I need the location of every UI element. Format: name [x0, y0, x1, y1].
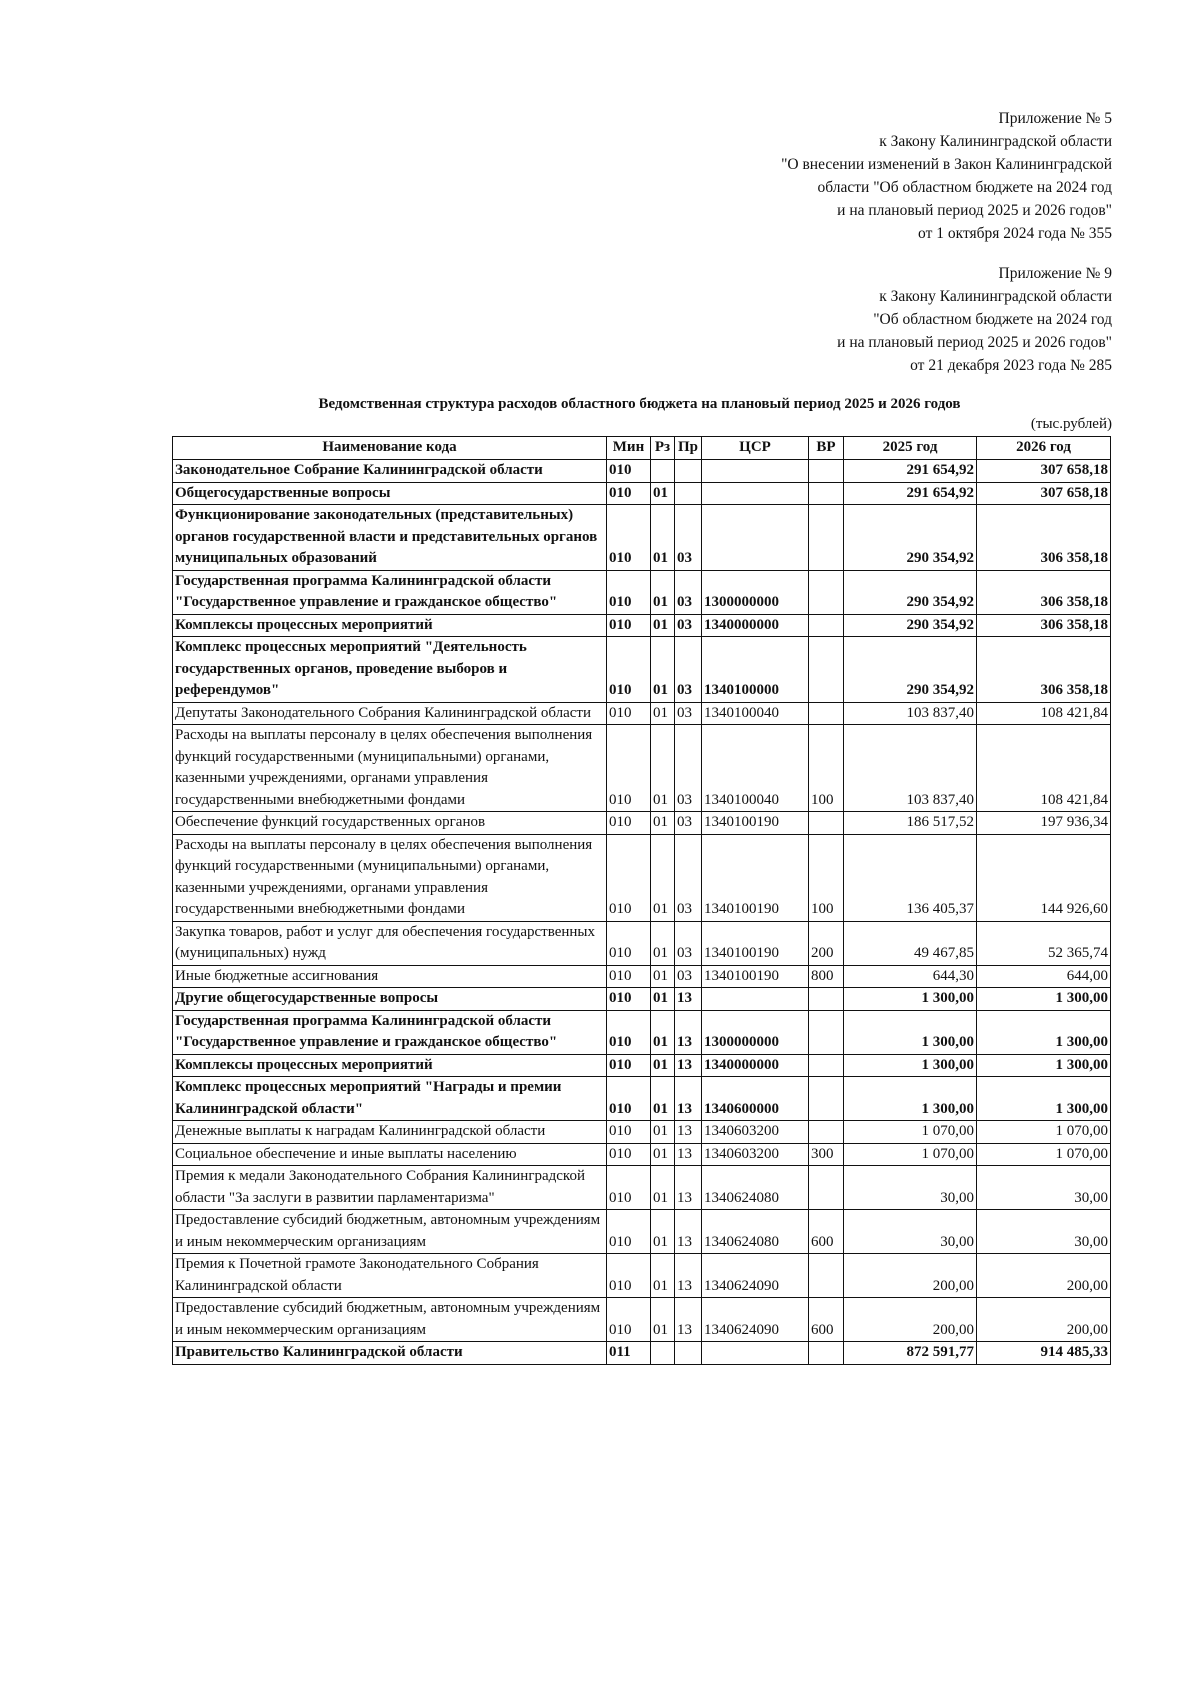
cell-csr: 1340624090: [702, 1298, 809, 1342]
cell-rz: 01: [651, 812, 675, 835]
cell-vr: [809, 1077, 844, 1121]
table-row: [173, 1254, 1111, 1298]
cell-2026: 197 936,34: [977, 812, 1111, 835]
table-row: [173, 921, 1111, 965]
cell-min: 010: [607, 725, 651, 812]
cell-min: 010: [607, 702, 651, 725]
table-row: [173, 965, 1111, 988]
cell-csr: 1340100190: [702, 834, 809, 921]
cell-pr: 03: [675, 834, 702, 921]
cell-2026: 306 358,18: [977, 570, 1111, 614]
cell-2025: 1 300,00: [844, 1077, 977, 1121]
table-row: [173, 1010, 1111, 1054]
table-row: [173, 1166, 1111, 1210]
cell-2026: 307 658,18: [977, 482, 1111, 505]
cell-min: 010: [607, 1143, 651, 1166]
cell-min: 011: [607, 1342, 651, 1365]
cell-rz: 01: [651, 1054, 675, 1077]
cell-csr: 1340624090: [702, 1254, 809, 1298]
cell-vr: 800: [809, 965, 844, 988]
cell-name: Государственная программа Калининградской области "Государственное управление и гражданское общество": [173, 570, 607, 614]
cell-2025: 1 070,00: [844, 1121, 977, 1144]
cell-csr: 1340100190: [702, 812, 809, 835]
cell-vr: [809, 1010, 844, 1054]
cell-2025: 872 591,77: [844, 1342, 977, 1365]
table-row: [173, 725, 1111, 812]
cell-min: 010: [607, 921, 651, 965]
cell-name: Социальное обеспечение и иные выплаты населению: [173, 1143, 607, 1166]
annex-current-line: Приложение № 5: [998, 110, 1112, 127]
cell-pr: 13: [675, 1298, 702, 1342]
cell-pr: 13: [675, 1210, 702, 1254]
cell-vr: [809, 1121, 844, 1144]
annex-current-line: "О внесении изменений в Закон Калининградской: [781, 156, 1112, 173]
cell-2026: 1 300,00: [977, 1077, 1111, 1121]
table-row: [173, 1054, 1111, 1077]
cell-2025: 291 654,92: [844, 460, 977, 483]
cell-rz: [651, 460, 675, 483]
cell-rz: 01: [651, 570, 675, 614]
cell-name: Функционирование законодательных (представительных) органов государственной власти и представительных органов муниципальных образований: [173, 505, 607, 571]
cell-csr: 1340100190: [702, 965, 809, 988]
cell-csr: 1340100000: [702, 637, 809, 703]
cell-2025: 103 837,40: [844, 702, 977, 725]
cell-name: Денежные выплаты к наградам Калининградской области: [173, 1121, 607, 1144]
cell-pr: 13: [675, 1010, 702, 1054]
cell-name: Предоставление субсидий бюджетным, автономным учреждениям и иным некоммерческим организациям: [173, 1298, 607, 1342]
cell-pr: 03: [675, 921, 702, 965]
header-2026: 2026 год: [977, 437, 1111, 460]
cell-min: 010: [607, 812, 651, 835]
cell-min: 010: [607, 1010, 651, 1054]
cell-csr: 1340624080: [702, 1210, 809, 1254]
cell-rz: 01: [651, 505, 675, 571]
cell-rz: 01: [651, 482, 675, 505]
cell-min: 010: [607, 1077, 651, 1121]
cell-csr: 1340603200: [702, 1121, 809, 1144]
cell-rz: 01: [651, 637, 675, 703]
cell-2025: 1 300,00: [844, 1054, 977, 1077]
cell-rz: 01: [651, 1298, 675, 1342]
cell-csr: 1300000000: [702, 570, 809, 614]
table-row: [173, 812, 1111, 835]
cell-vr: 300: [809, 1143, 844, 1166]
cell-pr: [675, 482, 702, 505]
document-title: Ведомственная структура расходов областного бюджета на плановый период 2025 и 2026 годов: [318, 396, 961, 412]
cell-pr: 03: [675, 812, 702, 835]
header-csr: ЦСР: [702, 437, 809, 460]
cell-min: 010: [607, 1254, 651, 1298]
annex-current-line: к Закону Калининградской области: [879, 133, 1112, 150]
annex-original-line: к Закону Калининградской области: [879, 288, 1112, 305]
annex-original-line: "Об областном бюджете на 2024 год: [873, 311, 1112, 328]
cell-min: 010: [607, 1210, 651, 1254]
cell-rz: 01: [651, 988, 675, 1011]
cell-vr: [809, 460, 844, 483]
cell-2025: 290 354,92: [844, 637, 977, 703]
cell-min: 010: [607, 834, 651, 921]
cell-rz: 01: [651, 1166, 675, 1210]
cell-vr: [809, 988, 844, 1011]
cell-2025: 644,30: [844, 965, 977, 988]
cell-csr: [702, 1342, 809, 1365]
cell-pr: 13: [675, 1054, 702, 1077]
cell-2026: 30,00: [977, 1210, 1111, 1254]
table-row: [173, 834, 1111, 921]
table-row: [173, 482, 1111, 505]
cell-rz: 01: [651, 725, 675, 812]
cell-pr: 03: [675, 614, 702, 637]
cell-2025: 290 354,92: [844, 505, 977, 571]
cell-2025: 186 517,52: [844, 812, 977, 835]
cell-vr: [809, 482, 844, 505]
cell-name: Законодательное Собрание Калининградской области: [173, 460, 607, 483]
table-row: [173, 1121, 1111, 1144]
cell-name: Комплексы процессных мероприятий: [173, 614, 607, 637]
header-name: Наименование кода: [173, 437, 607, 460]
cell-csr: [702, 988, 809, 1011]
cell-2025: 49 467,85: [844, 921, 977, 965]
units-label: (тыс.рублей): [1030, 416, 1112, 432]
cell-name: Государственная программа Калининградской области "Государственное управление и гражданское общество": [173, 1010, 607, 1054]
cell-csr: 1340603200: [702, 1143, 809, 1166]
cell-pr: 13: [675, 1121, 702, 1144]
cell-pr: 03: [675, 637, 702, 703]
cell-pr: [675, 1342, 702, 1365]
cell-csr: [702, 482, 809, 505]
annex-current-header: [781, 107, 1112, 245]
header-pr: Пр: [675, 437, 702, 460]
cell-2026: 1 300,00: [977, 1054, 1111, 1077]
cell-min: 010: [607, 637, 651, 703]
cell-2026: 307 658,18: [977, 460, 1111, 483]
cell-2026: 1 300,00: [977, 1010, 1111, 1054]
cell-2026: 1 070,00: [977, 1143, 1111, 1166]
cell-name: Комплексы процессных мероприятий: [173, 1054, 607, 1077]
cell-2026: 644,00: [977, 965, 1111, 988]
cell-2025: 200,00: [844, 1298, 977, 1342]
cell-2025: 1 300,00: [844, 988, 977, 1011]
cell-2026: 30,00: [977, 1166, 1111, 1210]
cell-pr: 13: [675, 1143, 702, 1166]
cell-csr: 1340600000: [702, 1077, 809, 1121]
annex-current-line: от 1 октября 2024 года № 355: [918, 225, 1112, 242]
table-row: [173, 614, 1111, 637]
cell-name: Депутаты Законодательного Собрания Калининградской области: [173, 702, 607, 725]
cell-csr: 1300000000: [702, 1010, 809, 1054]
cell-name: Премия к медали Законодательного Собрания Калининградской области "За заслуги в развитии парламентаризма": [173, 1166, 607, 1210]
cell-name: Общегосударственные вопросы: [173, 482, 607, 505]
cell-min: 010: [607, 1166, 651, 1210]
cell-min: 010: [607, 1298, 651, 1342]
cell-min: 010: [607, 1054, 651, 1077]
cell-vr: 100: [809, 725, 844, 812]
cell-rz: 01: [651, 702, 675, 725]
cell-rz: 01: [651, 614, 675, 637]
cell-vr: [809, 570, 844, 614]
table-row: [173, 1077, 1111, 1121]
cell-vr: [809, 1342, 844, 1365]
cell-min: 010: [607, 1121, 651, 1144]
annex-original-header: [837, 262, 1112, 377]
header-2025: 2025 год: [844, 437, 977, 460]
cell-2026: 200,00: [977, 1254, 1111, 1298]
cell-vr: [809, 702, 844, 725]
table-row: [173, 1210, 1111, 1254]
cell-2026: 1 300,00: [977, 988, 1111, 1011]
cell-min: 010: [607, 505, 651, 571]
cell-rz: 01: [651, 1143, 675, 1166]
cell-vr: 100: [809, 834, 844, 921]
cell-min: 010: [607, 482, 651, 505]
cell-rz: 01: [651, 921, 675, 965]
cell-name: Обеспечение функций государственных органов: [173, 812, 607, 835]
cell-name: Закупка товаров, работ и услуг для обеспечения государственных (муниципальных) нужд: [173, 921, 607, 965]
cell-min: 010: [607, 988, 651, 1011]
cell-2026: 306 358,18: [977, 505, 1111, 571]
cell-2025: 1 070,00: [844, 1143, 977, 1166]
cell-2025: 30,00: [844, 1166, 977, 1210]
cell-name: Премия к Почетной грамоте Законодательного Собрания Калининградской области: [173, 1254, 607, 1298]
table-row: [173, 460, 1111, 483]
cell-pr: [675, 460, 702, 483]
table-row: [173, 570, 1111, 614]
cell-csr: 1340100040: [702, 725, 809, 812]
cell-pr: 13: [675, 1077, 702, 1121]
table-body: [173, 460, 1111, 1365]
cell-csr: 1340000000: [702, 1054, 809, 1077]
cell-vr: [809, 1054, 844, 1077]
cell-pr: 03: [675, 702, 702, 725]
cell-vr: [809, 614, 844, 637]
cell-pr: 13: [675, 988, 702, 1011]
annex-original-line: и на плановый период 2025 и 2026 годов": [837, 334, 1112, 351]
cell-vr: [809, 505, 844, 571]
cell-name: Другие общегосударственные вопросы: [173, 988, 607, 1011]
annex-current-line: области "Об областном бюджете на 2024 год: [817, 179, 1112, 196]
table-row: [173, 702, 1111, 725]
cell-2025: 200,00: [844, 1254, 977, 1298]
cell-csr: [702, 505, 809, 571]
cell-vr: [809, 812, 844, 835]
cell-pr: 03: [675, 505, 702, 571]
cell-2025: 136 405,37: [844, 834, 977, 921]
cell-2026: 1 070,00: [977, 1121, 1111, 1144]
cell-2026: 306 358,18: [977, 637, 1111, 703]
cell-vr: 600: [809, 1298, 844, 1342]
cell-csr: [702, 460, 809, 483]
cell-vr: 200: [809, 921, 844, 965]
cell-csr: 1340624080: [702, 1166, 809, 1210]
table-row: [173, 1298, 1111, 1342]
cell-2025: 291 654,92: [844, 482, 977, 505]
cell-rz: 01: [651, 965, 675, 988]
cell-2026: 144 926,60: [977, 834, 1111, 921]
annex-original-line: от 21 декабря 2023 года № 285: [910, 357, 1112, 374]
cell-csr: 1340100040: [702, 702, 809, 725]
cell-rz: 01: [651, 834, 675, 921]
cell-min: 010: [607, 614, 651, 637]
budget-table: [172, 436, 1111, 1365]
cell-2025: 30,00: [844, 1210, 977, 1254]
cell-vr: [809, 1254, 844, 1298]
cell-pr: 13: [675, 1254, 702, 1298]
cell-pr: 03: [675, 965, 702, 988]
table-header-row: [173, 437, 1111, 460]
cell-2026: 914 485,33: [977, 1342, 1111, 1365]
cell-min: 010: [607, 965, 651, 988]
cell-name: Предоставление субсидий бюджетным, автономным учреждениям и иным некоммерческим организациям: [173, 1210, 607, 1254]
table-row: [173, 1143, 1111, 1166]
cell-vr: [809, 1166, 844, 1210]
annex-original-line: Приложение № 9: [998, 265, 1112, 282]
cell-vr: 600: [809, 1210, 844, 1254]
cell-rz: 01: [651, 1010, 675, 1054]
table-row: [173, 988, 1111, 1011]
cell-name: Правительство Калининградской области: [173, 1342, 607, 1365]
cell-2026: 52 365,74: [977, 921, 1111, 965]
cell-pr: 03: [675, 725, 702, 812]
annex-current-line: и на плановый период 2025 и 2026 годов": [837, 202, 1112, 219]
cell-min: 010: [607, 570, 651, 614]
cell-2026: 108 421,84: [977, 702, 1111, 725]
cell-min: 010: [607, 460, 651, 483]
cell-rz: [651, 1342, 675, 1365]
cell-rz: 01: [651, 1210, 675, 1254]
cell-2025: 103 837,40: [844, 725, 977, 812]
cell-2026: 200,00: [977, 1298, 1111, 1342]
cell-2026: 108 421,84: [977, 725, 1111, 812]
cell-name: Расходы на выплаты персоналу в целях обеспечения выполнения функций государственными (муниципальными) органами, казенными учреждениями, органами управления государственными внебюджетными фондами: [173, 725, 607, 812]
cell-2026: 306 358,18: [977, 614, 1111, 637]
header-rz: Рз: [651, 437, 675, 460]
cell-name: Комплекс процессных мероприятий "Награды и премии Калининградской области": [173, 1077, 607, 1121]
cell-pr: 13: [675, 1166, 702, 1210]
table-row: [173, 637, 1111, 703]
cell-2025: 290 354,92: [844, 614, 977, 637]
cell-name: Иные бюджетные ассигнования: [173, 965, 607, 988]
cell-name: Расходы на выплаты персоналу в целях обеспечения выполнения функций государственными (муниципальными) органами, казенными учреждениями, органами управления государственными внебюджетными фондами: [173, 834, 607, 921]
header-min: Мин: [607, 437, 651, 460]
table-row: [173, 1342, 1111, 1365]
cell-name: Комплекс процессных мероприятий "Деятельность государственных органов, проведение выборов и референдумов": [173, 637, 607, 703]
cell-rz: 01: [651, 1121, 675, 1144]
cell-vr: [809, 637, 844, 703]
cell-2025: 1 300,00: [844, 1010, 977, 1054]
cell-csr: 1340000000: [702, 614, 809, 637]
cell-pr: 03: [675, 570, 702, 614]
cell-rz: 01: [651, 1077, 675, 1121]
table-row: [173, 505, 1111, 571]
cell-2025: 290 354,92: [844, 570, 977, 614]
header-vr: ВР: [809, 437, 844, 460]
cell-csr: 1340100190: [702, 921, 809, 965]
cell-rz: 01: [651, 1254, 675, 1298]
